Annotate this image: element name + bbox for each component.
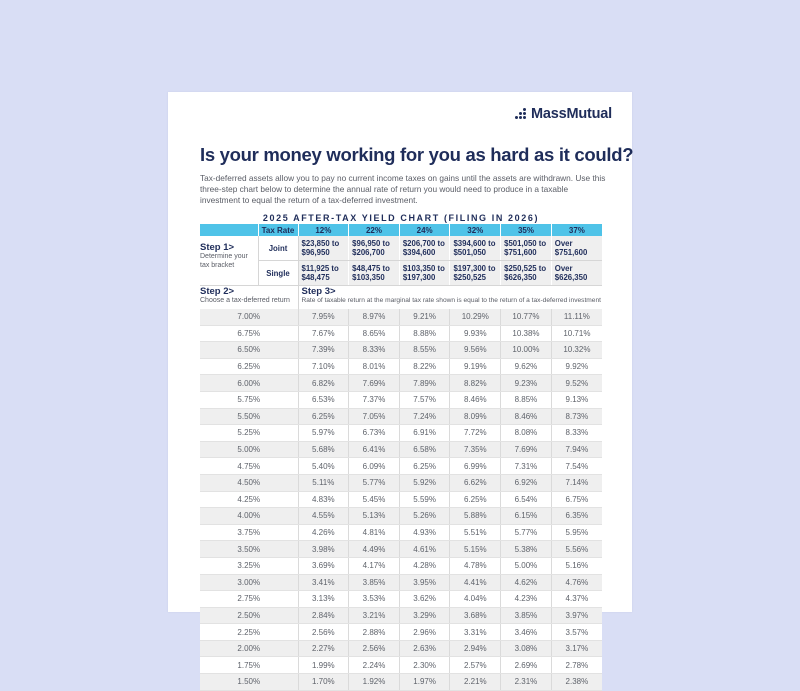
tax-deferred-return: 4.00% (200, 508, 298, 525)
taxable-equivalent-37: 8.73% (551, 408, 602, 425)
tax-deferred-return: 2.25% (200, 624, 298, 641)
taxable-equivalent-12: 7.95% (298, 309, 349, 325)
taxable-equivalent-24: 5.59% (399, 491, 450, 508)
taxable-equivalent-24: 6.91% (399, 425, 450, 442)
taxable-equivalent-22: 7.37% (349, 391, 400, 408)
tax-deferred-return: 6.25% (200, 358, 298, 375)
step2-heading: Step 2> (200, 286, 235, 297)
taxable-equivalent-24: 1.97% (399, 674, 450, 691)
taxable-equivalent-32: 3.68% (450, 607, 501, 624)
yield-row (200, 458, 602, 475)
tax-rate-24: 24% (399, 224, 450, 236)
taxable-equivalent-32: 8.46% (450, 391, 501, 408)
document-page (168, 92, 634, 687)
taxable-equivalent-24: 3.62% (399, 591, 450, 608)
tax-rate-label: Tax Rate (258, 224, 298, 236)
taxable-equivalent-37: 9.92% (551, 358, 602, 375)
tax-rate-35: 35% (501, 224, 552, 236)
taxable-equivalent-12: 7.10% (298, 358, 349, 375)
yield-row (200, 524, 602, 541)
taxable-equivalent-32: 9.93% (450, 325, 501, 342)
taxable-equivalent-35: 8.46% (501, 408, 552, 425)
taxable-equivalent-32: 6.25% (450, 491, 501, 508)
taxable-equivalent-24: 8.55% (399, 342, 450, 359)
taxable-equivalent-37: 6.75% (551, 491, 602, 508)
taxable-equivalent-35: 7.69% (501, 441, 552, 458)
taxable-equivalent-35: 6.92% (501, 474, 552, 491)
taxable-equivalent-35: 9.62% (501, 358, 552, 375)
taxable-equivalent-35: 9.23% (501, 375, 552, 392)
taxable-equivalent-24: 8.22% (399, 358, 450, 375)
taxable-equivalent-22: 5.45% (349, 491, 400, 508)
tax-deferred-return: 2.75% (200, 591, 298, 608)
taxable-equivalent-35: 3.08% (501, 640, 552, 657)
joint-label: Joint (258, 236, 298, 261)
taxable-equivalent-32: 4.04% (450, 591, 501, 608)
taxable-equivalent-24: 4.93% (399, 524, 450, 541)
taxable-equivalent-12: 2.84% (298, 607, 349, 624)
taxable-equivalent-32: 7.72% (450, 425, 501, 442)
taxable-equivalent-35: 4.62% (501, 574, 552, 591)
single-range-35: $250,525 to $626,350 (501, 261, 552, 286)
taxable-equivalent-22: 3.21% (349, 607, 400, 624)
taxable-equivalent-37: 5.56% (551, 541, 602, 558)
taxable-equivalent-37: 10.32% (551, 342, 602, 359)
joint-range-32: $394,600 to $501,050 (450, 236, 501, 261)
tax-rate-12: 12% (298, 224, 349, 236)
taxable-equivalent-12: 4.83% (298, 491, 349, 508)
taxable-equivalent-22: 6.09% (349, 458, 400, 475)
yield-row (200, 325, 602, 342)
taxable-equivalent-37: 11.11% (551, 309, 602, 325)
step3-cell (298, 286, 602, 310)
taxable-equivalent-24: 9.21% (399, 309, 450, 325)
taxable-equivalent-12: 5.68% (298, 441, 349, 458)
taxable-equivalent-12: 7.39% (298, 342, 349, 359)
taxable-equivalent-37: 10.71% (551, 325, 602, 342)
taxable-equivalent-32: 9.56% (450, 342, 501, 359)
taxable-equivalent-35: 8.08% (501, 425, 552, 442)
yield-row (200, 508, 602, 525)
taxable-equivalent-12: 5.40% (298, 458, 349, 475)
taxable-equivalent-22: 3.53% (349, 591, 400, 608)
taxable-equivalent-35: 5.77% (501, 524, 552, 541)
step1-subtext: Determine your tax bracket (200, 253, 248, 269)
taxable-equivalent-24: 5.26% (399, 508, 450, 525)
taxable-equivalent-22: 6.41% (349, 441, 400, 458)
taxable-equivalent-35: 2.69% (501, 657, 552, 674)
tax-deferred-return: 3.50% (200, 541, 298, 558)
taxable-equivalent-22: 6.73% (349, 425, 400, 442)
yield-row (200, 607, 602, 624)
taxable-equivalent-32: 5.15% (450, 541, 501, 558)
taxable-equivalent-35: 5.38% (501, 541, 552, 558)
yield-row (200, 491, 602, 508)
tax-rate-header-row (200, 224, 602, 236)
chart-title: 2025 AFTER-TAX YIELD CHART (FILING IN 2026) (262, 213, 540, 223)
taxable-equivalent-32: 4.41% (450, 574, 501, 591)
joint-bracket-row (200, 236, 602, 261)
taxable-equivalent-35: 5.00% (501, 557, 552, 574)
header-blank (200, 224, 258, 236)
taxable-equivalent-32: 4.78% (450, 557, 501, 574)
tax-deferred-return: 7.00% (200, 309, 298, 325)
yield-row (200, 375, 602, 392)
taxable-equivalent-12: 3.13% (298, 591, 349, 608)
tax-deferred-return: 5.50% (200, 408, 298, 425)
yield-row (200, 674, 602, 691)
taxable-equivalent-12: 2.27% (298, 640, 349, 657)
tax-deferred-return: 6.00% (200, 375, 298, 392)
yield-row (200, 425, 602, 442)
tax-deferred-return: 3.25% (200, 557, 298, 574)
taxable-equivalent-24: 6.58% (399, 441, 450, 458)
tax-rate-37: 37% (551, 224, 602, 236)
taxable-equivalent-22: 4.81% (349, 524, 400, 541)
taxable-equivalent-12: 3.69% (298, 557, 349, 574)
taxable-equivalent-24: 8.88% (399, 325, 450, 342)
yield-row (200, 391, 602, 408)
taxable-equivalent-24: 7.57% (399, 391, 450, 408)
taxable-equivalent-22: 7.69% (349, 375, 400, 392)
taxable-equivalent-37: 8.33% (551, 425, 602, 442)
taxable-equivalent-32: 2.94% (450, 640, 501, 657)
taxable-equivalent-12: 3.41% (298, 574, 349, 591)
taxable-equivalent-22: 8.33% (349, 342, 400, 359)
taxable-equivalent-12: 6.82% (298, 375, 349, 392)
taxable-equivalent-22: 1.92% (349, 674, 400, 691)
taxable-equivalent-37: 4.37% (551, 591, 602, 608)
taxable-equivalent-24: 6.25% (399, 458, 450, 475)
single-range-12: $11,925 to $48,475 (298, 261, 349, 286)
step3-heading: Step 3> (301, 286, 336, 297)
taxable-equivalent-24: 2.96% (399, 624, 450, 641)
taxable-equivalent-12: 3.98% (298, 541, 349, 558)
single-range-22: $48,475 to $103,350 (349, 261, 400, 286)
taxable-equivalent-32: 2.57% (450, 657, 501, 674)
taxable-equivalent-37: 7.14% (551, 474, 602, 491)
taxable-equivalent-35: 10.77% (501, 309, 552, 325)
yield-row (200, 474, 602, 491)
intro-paragraph: Tax-deferred assets allow you to pay no current income taxes on gains until the assets are withdrawn. Use this three-step chart below to determine the annual rate of return you would need to produce in a taxable investment to equal the return of a tax-deferred investment. (200, 173, 606, 205)
taxable-equivalent-37: 3.17% (551, 640, 602, 657)
joint-range-37: Over $751,600 (551, 236, 602, 261)
dots-logo-icon (515, 109, 529, 119)
taxable-equivalent-37: 7.94% (551, 441, 602, 458)
taxable-equivalent-37: 5.95% (551, 524, 602, 541)
tax-rate-22: 22% (349, 224, 400, 236)
taxable-equivalent-24: 4.28% (399, 557, 450, 574)
tax-deferred-return: 2.50% (200, 607, 298, 624)
taxable-equivalent-37: 2.78% (551, 657, 602, 674)
joint-range-12: $23,850 to $96,950 (298, 236, 349, 261)
joint-range-24: $206,700 to $394,600 (399, 236, 450, 261)
single-range-32: $197,300 to $250,525 (450, 261, 501, 286)
taxable-equivalent-35: 3.46% (501, 624, 552, 641)
taxable-equivalent-22: 2.88% (349, 624, 400, 641)
tax-deferred-return: 2.00% (200, 640, 298, 657)
yield-row (200, 640, 602, 657)
single-range-24: $103,350 to $197,300 (399, 261, 450, 286)
yield-row (200, 541, 602, 558)
after-tax-yield-table (200, 224, 602, 691)
yield-row (200, 591, 602, 608)
taxable-equivalent-35: 4.23% (501, 591, 552, 608)
tax-deferred-return: 5.00% (200, 441, 298, 458)
taxable-equivalent-12: 4.26% (298, 524, 349, 541)
taxable-equivalent-37: 6.35% (551, 508, 602, 525)
taxable-equivalent-22: 4.17% (349, 557, 400, 574)
yield-rows (200, 309, 602, 690)
tax-deferred-return: 3.75% (200, 524, 298, 541)
taxable-equivalent-37: 2.38% (551, 674, 602, 691)
yield-row (200, 557, 602, 574)
taxable-equivalent-12: 1.99% (298, 657, 349, 674)
yield-row (200, 574, 602, 591)
single-label: Single (258, 261, 298, 286)
taxable-equivalent-32: 6.62% (450, 474, 501, 491)
taxable-equivalent-24: 2.30% (399, 657, 450, 674)
taxable-equivalent-22: 8.65% (349, 325, 400, 342)
tax-deferred-return: 4.75% (200, 458, 298, 475)
taxable-equivalent-37: 4.76% (551, 574, 602, 591)
taxable-equivalent-12: 7.67% (298, 325, 349, 342)
taxable-equivalent-32: 9.19% (450, 358, 501, 375)
taxable-equivalent-24: 3.29% (399, 607, 450, 624)
yield-row (200, 358, 602, 375)
taxable-equivalent-22: 3.85% (349, 574, 400, 591)
taxable-equivalent-22: 5.77% (349, 474, 400, 491)
taxable-equivalent-35: 6.54% (501, 491, 552, 508)
single-bracket-row (200, 261, 602, 286)
taxable-equivalent-35: 10.38% (501, 325, 552, 342)
taxable-equivalent-22: 5.13% (349, 508, 400, 525)
taxable-equivalent-37: 9.52% (551, 375, 602, 392)
taxable-equivalent-22: 2.24% (349, 657, 400, 674)
taxable-equivalent-32: 2.21% (450, 674, 501, 691)
taxable-equivalent-24: 7.89% (399, 375, 450, 392)
taxable-equivalent-12: 4.55% (298, 508, 349, 525)
taxable-equivalent-32: 10.29% (450, 309, 501, 325)
tax-deferred-return: 1.50% (200, 674, 298, 691)
taxable-equivalent-35: 7.31% (501, 458, 552, 475)
step3-subtext: Rate of taxable return at the marginal tax rate shown is equal to the return of a tax-deferred investment (301, 297, 601, 304)
step1-heading: Step 1> (200, 242, 235, 253)
logo-text: MassMutual (531, 106, 612, 122)
tax-deferred-return: 3.00% (200, 574, 298, 591)
yield-row (200, 309, 602, 325)
taxable-equivalent-24: 3.95% (399, 574, 450, 591)
taxable-equivalent-32: 6.99% (450, 458, 501, 475)
taxable-equivalent-22: 4.49% (349, 541, 400, 558)
taxable-equivalent-35: 2.31% (501, 674, 552, 691)
taxable-equivalent-37: 7.54% (551, 458, 602, 475)
taxable-equivalent-24: 2.63% (399, 640, 450, 657)
tax-deferred-return: 6.50% (200, 342, 298, 359)
joint-range-22: $96,950 to $206,700 (349, 236, 400, 261)
tax-deferred-return: 5.25% (200, 425, 298, 442)
taxable-equivalent-37: 5.16% (551, 557, 602, 574)
taxable-equivalent-32: 5.51% (450, 524, 501, 541)
taxable-equivalent-37: 3.57% (551, 624, 602, 641)
taxable-equivalent-32: 8.82% (450, 375, 501, 392)
taxable-equivalent-35: 6.15% (501, 508, 552, 525)
taxable-equivalent-12: 6.53% (298, 391, 349, 408)
taxable-equivalent-37: 3.97% (551, 607, 602, 624)
taxable-equivalent-12: 5.97% (298, 425, 349, 442)
taxable-equivalent-35: 10.00% (501, 342, 552, 359)
step2-subtext: Choose a tax-deferred return (200, 297, 290, 304)
taxable-equivalent-32: 5.88% (450, 508, 501, 525)
joint-range-35: $501,050 to $751,600 (501, 236, 552, 261)
tax-deferred-return: 6.75% (200, 325, 298, 342)
taxable-equivalent-12: 6.25% (298, 408, 349, 425)
taxable-equivalent-35: 3.85% (501, 607, 552, 624)
taxable-equivalent-22: 2.56% (349, 640, 400, 657)
taxable-equivalent-12: 2.56% (298, 624, 349, 641)
tax-deferred-return: 4.25% (200, 491, 298, 508)
taxable-equivalent-24: 5.92% (399, 474, 450, 491)
taxable-equivalent-12: 5.11% (298, 474, 349, 491)
step1-cell (200, 236, 258, 286)
taxable-equivalent-22: 8.97% (349, 309, 400, 325)
taxable-equivalent-32: 3.31% (450, 624, 501, 641)
step2-cell (200, 286, 298, 310)
yield-row (200, 657, 602, 674)
taxable-equivalent-22: 8.01% (349, 358, 400, 375)
single-range-37: Over $626,350 (551, 261, 602, 286)
tax-deferred-return: 5.75% (200, 391, 298, 408)
yield-row (200, 408, 602, 425)
tax-deferred-return: 1.75% (200, 657, 298, 674)
yield-row (200, 441, 602, 458)
taxable-equivalent-37: 9.13% (551, 391, 602, 408)
yield-row (200, 342, 602, 359)
yield-row (200, 624, 602, 641)
taxable-equivalent-32: 8.09% (450, 408, 501, 425)
massmutual-logo (515, 106, 612, 122)
taxable-equivalent-22: 7.05% (349, 408, 400, 425)
taxable-equivalent-32: 7.35% (450, 441, 501, 458)
taxable-equivalent-24: 4.61% (399, 541, 450, 558)
tax-deferred-return: 4.50% (200, 474, 298, 491)
tax-rate-32: 32% (450, 224, 501, 236)
taxable-equivalent-35: 8.85% (501, 391, 552, 408)
taxable-equivalent-24: 7.24% (399, 408, 450, 425)
page-title: Is your money working for you as hard as it could? (200, 144, 634, 165)
steps-row (200, 286, 602, 310)
taxable-equivalent-12: 1.70% (298, 674, 349, 691)
